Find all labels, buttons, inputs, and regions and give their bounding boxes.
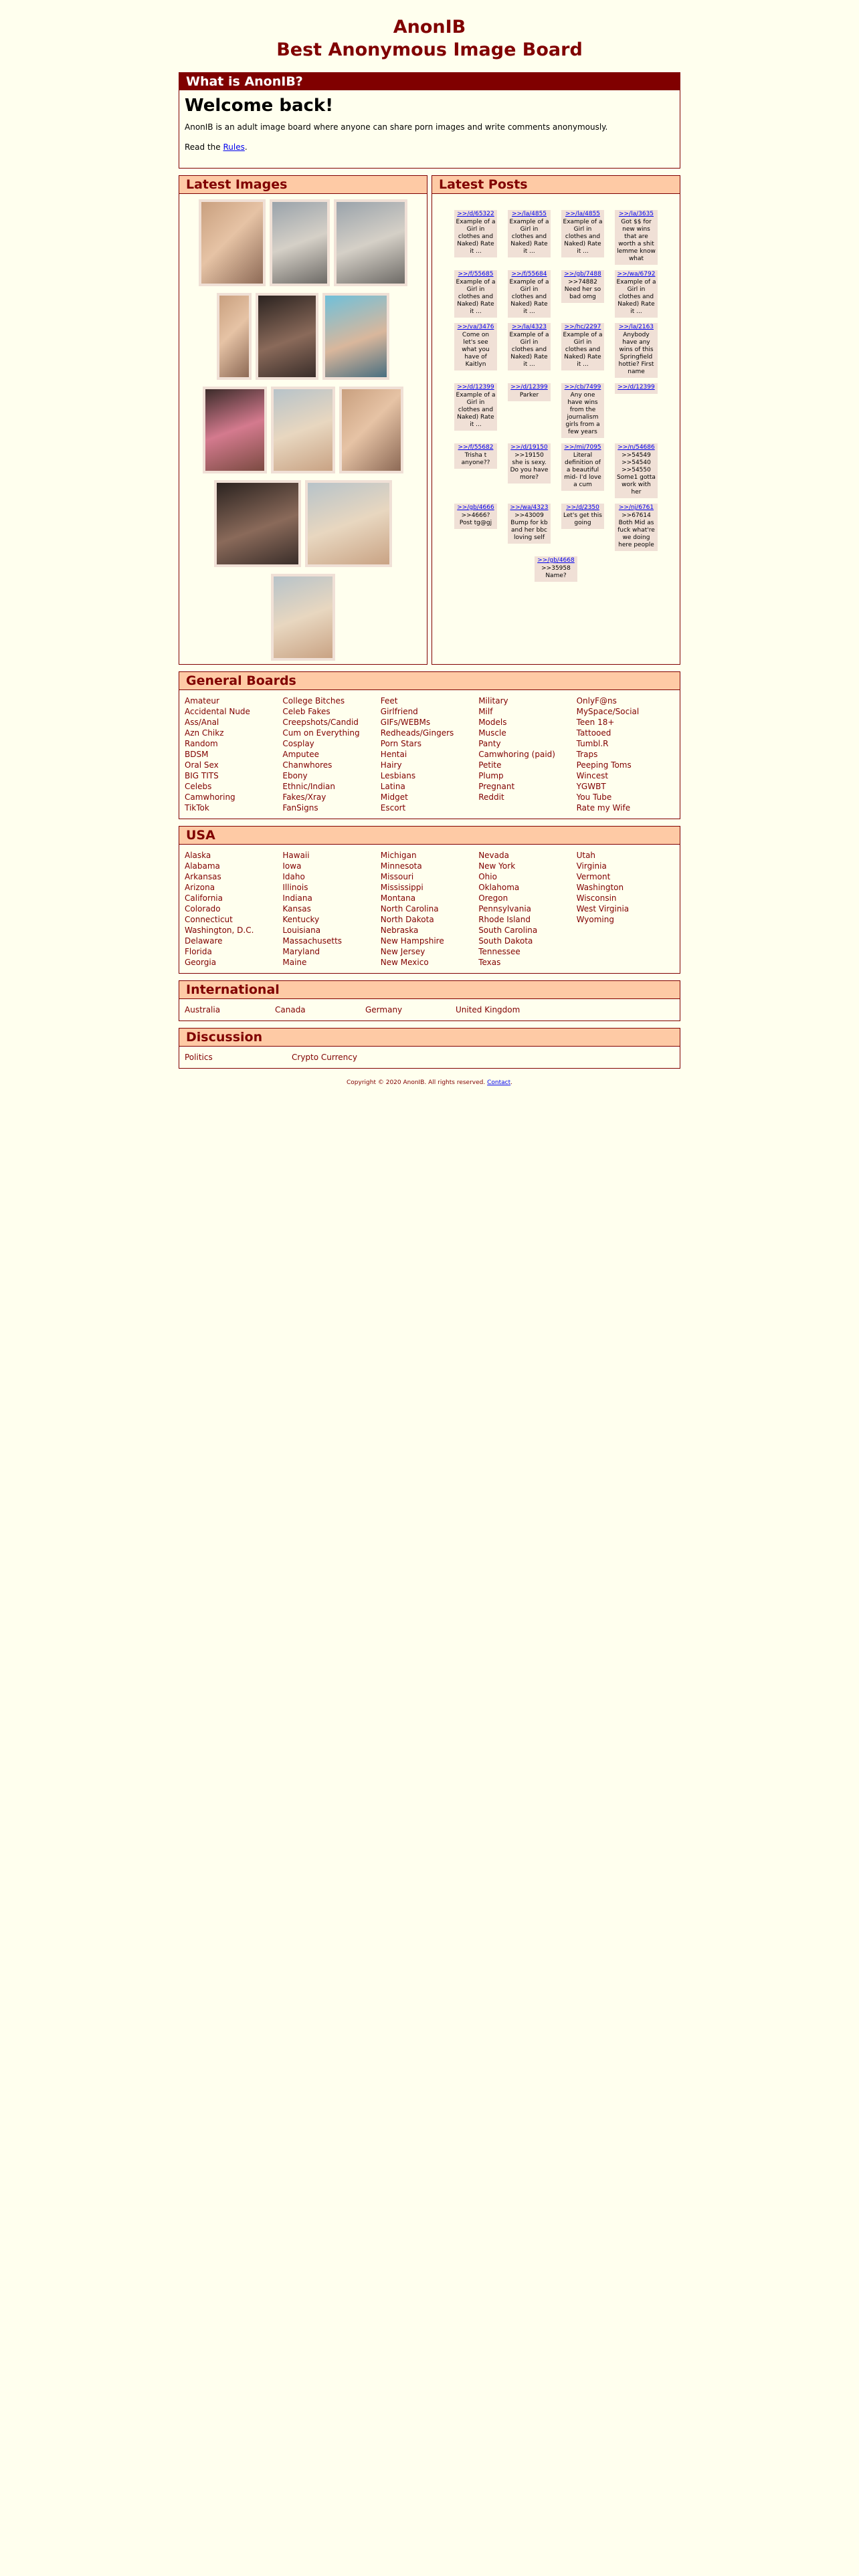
board-link[interactable]: Utah — [576, 851, 596, 860]
board-link[interactable]: Escort — [380, 803, 406, 813]
post-excerpt: Trisha t anyone?? — [461, 452, 490, 466]
post-card[interactable] — [508, 270, 551, 318]
post-row — [438, 323, 674, 378]
post-excerpt: Example of a Girl in clothes and Naked) Rate it ... — [456, 392, 496, 428]
usa-box — [179, 826, 680, 974]
post-card[interactable] — [454, 504, 497, 529]
board-link[interactable]: Accidental Nude — [185, 707, 250, 716]
post-card[interactable] — [615, 210, 658, 265]
board-link[interactable]: Tattooed — [576, 728, 611, 738]
board-link[interactable]: Nebraska — [380, 926, 419, 935]
image-thumbnail[interactable] — [217, 293, 252, 380]
discussion-box — [179, 1028, 680, 1069]
board-link[interactable]: Oregon — [478, 893, 508, 903]
board-link[interactable]: Midget — [380, 792, 408, 802]
post-card[interactable] — [508, 210, 551, 257]
post-link[interactable]: >>/d/12399 — [457, 384, 494, 391]
rules-line — [185, 142, 674, 152]
board-link[interactable]: Illinois — [282, 883, 308, 892]
post-link[interactable]: >>/gb/7488 — [564, 271, 601, 278]
post-card[interactable] — [454, 210, 497, 257]
post-excerpt: Parker — [519, 392, 539, 399]
post-row — [438, 504, 674, 551]
post-link[interactable]: >>/n/54686 — [617, 444, 655, 451]
board-link[interactable]: Virginia — [576, 861, 607, 871]
post-link[interactable]: >>/f/55682 — [458, 444, 494, 451]
post-link[interactable]: >>/la/4855 — [565, 211, 601, 217]
board-link[interactable]: Chanwhores — [282, 760, 332, 770]
board-link[interactable]: Montana — [380, 893, 416, 903]
board-link[interactable]: College Bitches — [282, 696, 345, 706]
post-card[interactable] — [508, 383, 551, 401]
post-link[interactable]: >>/wa/4323 — [510, 504, 549, 511]
board-link[interactable]: Creepshots/Candid — [282, 718, 359, 727]
post-row — [438, 556, 674, 582]
post-card[interactable] — [615, 443, 658, 498]
image-thumbnail[interactable] — [214, 480, 301, 567]
board-link[interactable]: Girlfriend — [380, 707, 418, 716]
post-card[interactable] — [561, 443, 604, 491]
post-card[interactable] — [615, 270, 658, 318]
post-excerpt: Example of a Girl in clothes and Naked) Rate it ... — [456, 219, 496, 255]
copyright-text: Copyright © 2020 AnonIB. All rights reserved. — [347, 1079, 488, 1086]
post-row — [438, 443, 674, 498]
board-link[interactable]: Crypto Currency — [292, 1053, 357, 1062]
board-link[interactable]: Petite — [478, 760, 502, 770]
post-card[interactable] — [561, 383, 604, 438]
post-card[interactable] — [615, 383, 658, 394]
board-link[interactable]: Politics — [185, 1053, 213, 1062]
post-excerpt: Literal definition of a beautiful mid- I'd love a cum — [564, 452, 601, 488]
post-card[interactable] — [508, 323, 551, 370]
board-link[interactable]: Panty — [478, 739, 501, 748]
post-excerpt: Got $$ for new wins that are worth a shit lemme know what — [617, 219, 656, 262]
post-row — [438, 210, 674, 265]
post-link[interactable]: >>/la/4323 — [511, 324, 547, 330]
post-card[interactable] — [561, 504, 604, 529]
latest-posts-box — [432, 175, 680, 665]
image-thumbnail[interactable] — [270, 199, 330, 286]
board-link[interactable]: Idaho — [282, 872, 305, 881]
board-link[interactable]: BIG TITS — [185, 771, 219, 780]
post-link[interactable]: >>/hc/2297 — [564, 324, 601, 330]
site-name[interactable]: AnonIB — [393, 17, 466, 37]
image-row — [179, 480, 427, 567]
post-excerpt: >>67614 Both Mid as fuck what're we doing here people — [617, 512, 655, 548]
board-link[interactable]: South Carolina — [478, 926, 538, 935]
post-link[interactable]: >>/f/55684 — [511, 271, 547, 278]
board-link[interactable]: Muscle — [478, 728, 506, 738]
board-link[interactable]: Alaska — [185, 851, 211, 860]
post-excerpt: Anybody have any wins of this Springfield hottie? First name — [618, 332, 654, 375]
board-link[interactable]: Celeb Fakes — [282, 707, 330, 716]
board-link[interactable]: Fakes/Xray — [282, 792, 326, 802]
general-boards-list — [179, 690, 680, 819]
empty-cell — [577, 946, 674, 957]
board-link[interactable]: Amateur — [185, 696, 219, 706]
image-thumbnail[interactable] — [322, 293, 389, 380]
contact-link[interactable]: Contact — [487, 1079, 511, 1086]
post-excerpt: Example of a Girl in clothes and Naked) Rate it ... — [509, 279, 549, 315]
board-link[interactable]: Arizona — [185, 883, 215, 892]
image-thumbnail[interactable] — [271, 574, 335, 661]
board-link[interactable]: Alabama — [185, 861, 220, 871]
board-link[interactable]: GIFs/WEBMs — [380, 718, 431, 727]
board-link[interactable]: MySpace/Social — [576, 707, 640, 716]
board-link[interactable]: Random — [185, 739, 218, 748]
post-link[interactable]: >>/va/3476 — [457, 324, 494, 330]
post-excerpt: >>35958 Name? — [541, 565, 571, 579]
board-link[interactable]: West Virginia — [576, 904, 630, 914]
about-header: What is AnonIB? — [179, 73, 680, 90]
board-link[interactable]: Canada — [275, 1005, 306, 1014]
board-link[interactable]: Colorado — [185, 904, 221, 914]
latest-images-grid — [179, 194, 427, 661]
post-excerpt: Example of a Girl in clothes and Naked) Rate it ... — [456, 279, 496, 315]
board-link[interactable]: BDSM — [185, 750, 209, 759]
image-thumbnail[interactable] — [271, 387, 335, 473]
board-link[interactable]: Louisiana — [282, 926, 321, 935]
empty-cell — [577, 957, 674, 968]
rules-suffix: . — [244, 142, 248, 152]
board-link[interactable]: Models — [478, 718, 507, 727]
board-link[interactable]: Vermont — [576, 872, 611, 881]
board-link[interactable]: Ebony — [282, 771, 308, 780]
board-link[interactable]: Maryland — [282, 947, 320, 956]
board-link[interactable]: Michigan — [380, 851, 417, 860]
site-logo[interactable] — [179, 0, 680, 62]
board-link[interactable]: New Mexico — [380, 958, 429, 967]
post-card[interactable] — [561, 210, 604, 257]
board-link[interactable]: Hentai — [380, 750, 407, 759]
board-link[interactable]: Reddit — [478, 792, 504, 802]
board-link[interactable]: Pregnant — [478, 782, 515, 791]
post-card[interactable] — [615, 504, 658, 551]
board-link[interactable]: Amputee — [282, 750, 319, 759]
image-thumbnail[interactable] — [334, 199, 407, 286]
post-excerpt: Example of a Girl in clothes and Naked) Rate it ... — [616, 279, 656, 315]
about-box — [179, 72, 680, 169]
general-boards-header: General Boards — [179, 672, 680, 690]
post-card[interactable] — [535, 556, 577, 582]
board-link[interactable]: Military — [478, 696, 508, 706]
board-link[interactable]: Texas — [478, 958, 501, 967]
page — [179, 0, 680, 1086]
footer-suffix: . — [510, 1079, 512, 1086]
post-link[interactable]: >>/la/4855 — [511, 211, 547, 217]
post-link[interactable]: >>/la/2163 — [618, 324, 654, 330]
rules-prefix: Read the — [185, 142, 223, 152]
board-link[interactable]: Australia — [185, 1005, 221, 1014]
post-excerpt: >>43009 Bump for kb and her bbc loving self — [510, 512, 548, 541]
latest-images-header: Latest Images — [179, 176, 427, 194]
board-link[interactable]: Florida — [185, 947, 212, 956]
board-link[interactable]: Wyoming — [576, 915, 614, 924]
board-link[interactable]: Germany — [365, 1005, 403, 1014]
image-thumbnail[interactable] — [305, 480, 392, 567]
board-link[interactable]: Washington, D.C. — [185, 926, 254, 935]
post-card[interactable] — [454, 383, 497, 431]
board-link[interactable]: Teen 18+ — [576, 718, 615, 727]
post-card[interactable] — [454, 443, 497, 469]
latest-posts-header: Latest Posts — [432, 176, 680, 194]
post-card[interactable] — [508, 443, 551, 484]
board-link[interactable]: YGWBT — [576, 782, 606, 791]
empty-cell — [577, 936, 674, 946]
post-card[interactable] — [508, 504, 551, 544]
board-link[interactable]: Wincest — [576, 771, 609, 780]
board-link[interactable]: South Dakota — [478, 936, 533, 946]
board-link[interactable]: Camwhoring (paid) — [478, 750, 555, 759]
post-excerpt: Example of a Girl in clothes and Naked) Rate it ... — [563, 332, 603, 368]
board-link[interactable]: New Jersey — [380, 947, 425, 956]
empty-cell — [478, 802, 576, 813]
board-link[interactable]: Delaware — [185, 936, 223, 946]
board-link[interactable]: Ohio — [478, 872, 497, 881]
board-link[interactable]: Rhode Island — [478, 915, 531, 924]
board-link[interactable]: Camwhoring — [185, 792, 235, 802]
latest-section — [179, 175, 680, 665]
board-link[interactable]: North Dakota — [380, 915, 434, 924]
board-link[interactable]: Oklahoma — [478, 883, 520, 892]
international-header: International — [179, 981, 680, 999]
latest-posts-grid — [432, 194, 680, 593]
board-link[interactable]: Redheads/Gingers — [380, 728, 454, 738]
post-link[interactable]: >>/cb/7499 — [564, 384, 601, 391]
post-excerpt: Example of a Girl in clothes and Naked) Rate it ... — [509, 219, 549, 255]
post-link[interactable]: >>/d/19150 — [510, 444, 548, 451]
board-link[interactable]: Massachusetts — [282, 936, 343, 946]
post-link[interactable]: >>/d/2350 — [566, 504, 599, 511]
post-card[interactable] — [561, 270, 604, 303]
image-row — [179, 199, 427, 286]
board-link[interactable]: Ass/Anal — [185, 718, 219, 727]
board-link[interactable]: Rate my Wife — [576, 803, 631, 813]
international-box — [179, 980, 680, 1021]
board-link[interactable]: Kentucky — [282, 915, 320, 924]
post-excerpt: Any one have wins from the journalism girls from a few years — [565, 392, 600, 435]
post-link[interactable]: >>/d/65322 — [457, 211, 494, 217]
image-row — [179, 387, 427, 473]
image-thumbnail[interactable] — [199, 199, 266, 286]
post-link[interactable]: >>/nj/6761 — [618, 504, 654, 511]
board-link[interactable]: Maine — [282, 958, 307, 967]
board-link[interactable]: Connecticut — [185, 915, 233, 924]
board-link[interactable]: Plump — [478, 771, 504, 780]
site-tagline: Best Anonymous Image Board — [276, 39, 583, 60]
post-excerpt: Example of a Girl in clothes and Naked) Rate it ... — [509, 332, 549, 368]
board-link[interactable]: Minnesota — [380, 861, 422, 871]
post-excerpt: >>4666? Post tg@gj — [459, 512, 492, 526]
board-link[interactable]: Hawaii — [282, 851, 310, 860]
board-link[interactable]: Traps — [576, 750, 598, 759]
empty-cell — [577, 925, 674, 936]
post-link[interactable]: >>/gb/4668 — [537, 557, 575, 564]
board-link[interactable]: Porn Stars — [380, 739, 421, 748]
board-link[interactable]: Indiana — [282, 893, 312, 903]
post-card[interactable] — [454, 270, 497, 318]
post-link[interactable]: >>/la/3635 — [618, 211, 654, 217]
board-link[interactable]: Lesbians — [380, 771, 416, 780]
post-row — [438, 383, 674, 438]
post-row — [438, 270, 674, 318]
image-thumbnail[interactable] — [339, 387, 403, 473]
board-link[interactable]: Celebs — [185, 782, 212, 791]
board-link[interactable]: FanSigns — [282, 803, 318, 813]
board-link[interactable]: Arkansas — [185, 872, 221, 881]
board-link[interactable]: OnlyF@ns — [576, 696, 617, 706]
post-excerpt: Let's get this going — [563, 512, 602, 526]
post-card[interactable] — [615, 323, 658, 378]
post-link[interactable]: >>/gb/4666 — [457, 504, 494, 511]
post-card[interactable] — [561, 323, 604, 370]
board-link[interactable]: New Hampshire — [380, 936, 444, 946]
latest-images-box — [179, 175, 427, 665]
welcome-heading: Welcome back! — [185, 96, 334, 116]
board-link[interactable]: Tumbl.R — [576, 739, 609, 748]
image-row — [179, 574, 427, 661]
post-excerpt: >>54549 >>54540 >>54550 Some1 gotta work with her — [617, 452, 656, 496]
board-link[interactable]: North Carolina — [380, 904, 439, 914]
usa-boards-list — [179, 845, 680, 973]
post-link[interactable]: >>/d/12399 — [617, 384, 655, 391]
board-link[interactable]: Pennsylvania — [478, 904, 532, 914]
board-link[interactable]: Mississippi — [380, 883, 423, 892]
rules-link[interactable]: Rules — [223, 142, 245, 152]
post-excerpt: Come on let's see what you have of Kaitlyn — [462, 332, 490, 368]
image-row — [179, 293, 427, 380]
post-excerpt: >>74882 Need her so bad omg — [564, 279, 601, 300]
board-link[interactable]: Cum on Everything — [282, 728, 360, 738]
board-link[interactable]: Kansas — [282, 904, 311, 914]
usa-header: USA — [179, 827, 680, 845]
board-link[interactable]: You Tube — [576, 792, 612, 802]
post-link[interactable]: >>/d/12399 — [510, 384, 548, 391]
board-link[interactable]: TikTok — [185, 803, 209, 813]
board-link[interactable]: Missouri — [380, 872, 414, 881]
image-thumbnail[interactable] — [256, 293, 318, 380]
board-link[interactable]: Tennessee — [478, 947, 520, 956]
board-link[interactable]: New York — [478, 861, 516, 871]
international-boards-list — [179, 999, 680, 1021]
post-link[interactable]: >>/f/55685 — [458, 271, 494, 278]
board-link[interactable]: United Kingdom — [456, 1005, 520, 1014]
footer — [179, 1079, 680, 1086]
post-excerpt: >>19150 she is sexy. Do you have more? — [510, 452, 549, 481]
board-link[interactable]: Georgia — [185, 958, 217, 967]
board-link[interactable]: Oral Sex — [185, 760, 219, 770]
general-boards-box — [179, 671, 680, 819]
board-link[interactable]: Washington — [576, 883, 624, 892]
discussion-boards-list — [179, 1047, 680, 1068]
about-description: AnonIB is an adult image board where anyone can share porn images and write comments anonymously. — [185, 122, 608, 132]
board-link[interactable]: Azn Chikz — [185, 728, 224, 738]
board-link[interactable]: Ethnic/Indian — [282, 782, 335, 791]
board-link[interactable]: Wisconsin — [576, 893, 617, 903]
post-excerpt: Example of a Girl in clothes and Naked) Rate it ... — [563, 219, 603, 255]
board-link[interactable]: Peeping Toms — [576, 760, 632, 770]
post-link[interactable]: >>/mi/7095 — [564, 444, 601, 451]
post-link[interactable]: >>/wa/6792 — [617, 271, 656, 278]
about-content — [179, 90, 680, 168]
board-link[interactable]: Nevada — [478, 851, 509, 860]
discussion-header: Discussion — [179, 1029, 680, 1047]
image-thumbnail[interactable] — [203, 387, 267, 473]
board-link[interactable]: Cosplay — [282, 739, 314, 748]
board-link[interactable]: Iowa — [282, 861, 302, 871]
board-link[interactable]: Latina — [380, 782, 405, 791]
board-link[interactable]: Milf — [478, 707, 493, 716]
board-link[interactable]: Feet — [380, 696, 398, 706]
board-link[interactable]: Hairy — [380, 760, 402, 770]
post-card[interactable] — [454, 323, 497, 370]
board-link[interactable]: California — [185, 893, 223, 903]
